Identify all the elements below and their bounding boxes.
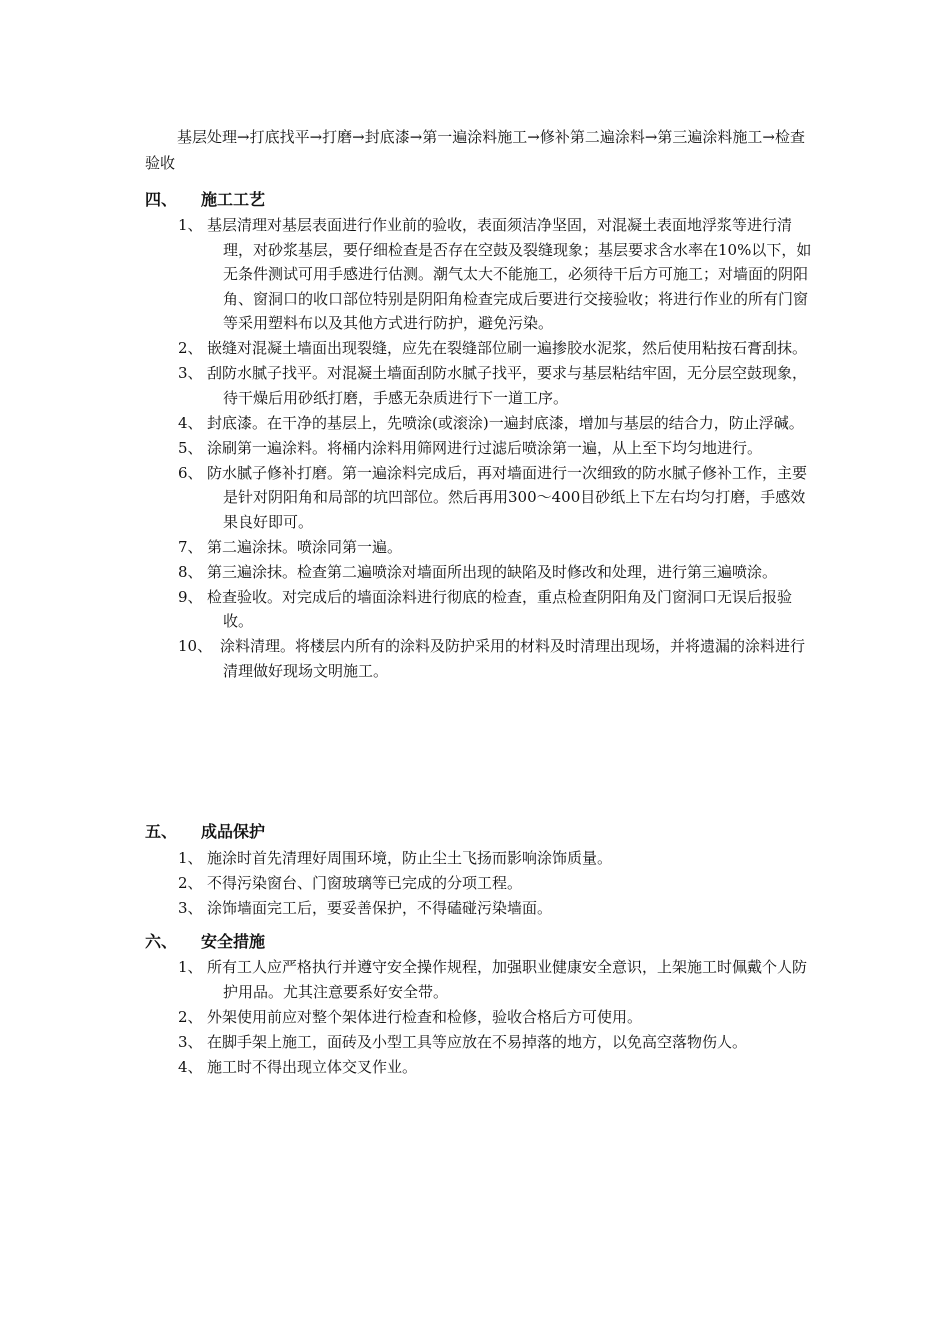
item-text: 在脚手架上施工，面砖及小型工具等应放在不易掉落的地方，以免高空落物伤人。 — [207, 1032, 748, 1051]
item-text: 基层清理对基层表面进行作业前的验收，表面须洁净坚固，对混凝土表面地浮浆等进行清理，对砂浆基层，要仔细检查是否存在空鼓及裂缝现象；基层要求含水率在10%以下，如无条件测试可用手感进行估测。潮气太大不能施工，必须待干后方可施工；对墙面的阴阳角、窗洞口的收口部位特别是阴阳角检查完成后要进行交接验收；将进行作业的所有门窗等采用塑料布以及其他方式进行防护，避免污染。 — [207, 216, 812, 332]
item-number: 5、 — [178, 438, 203, 457]
item-text: 封底漆。在干净的基层上，先喷涂(或滚涂)一遍封底漆，增加与基层的结合力，防止浮碱。 — [207, 413, 804, 432]
list-item — [178, 846, 818, 871]
list-item — [178, 560, 818, 585]
list-item — [178, 1030, 818, 1055]
list-item — [178, 361, 818, 410]
item-number: 3、 — [178, 899, 203, 917]
list-item — [178, 955, 818, 1004]
construction-steps-list — [178, 213, 818, 684]
item-number: 4、 — [178, 413, 203, 432]
item-text: 嵌缝对混凝土墙面出现裂缝，应先在裂缝部位刷一遍掺胶水泥浆，然后使用粘按石膏刮抹。 — [207, 339, 808, 357]
list-item — [178, 461, 818, 535]
item-number: 1、 — [178, 958, 203, 976]
section-number: 五、 — [145, 822, 178, 841]
item-number: 10、 — [178, 637, 213, 655]
item-number: 4、 — [178, 1057, 203, 1076]
item-number: 1、 — [178, 849, 203, 867]
item-text: 不得污染窗台、门窗玻璃等已完成的分项工程。 — [207, 874, 523, 892]
item-number: 7、 — [178, 537, 203, 556]
item-text: 施涂时首先清理好周围环境，防止尘土飞扬而影响涂饰质量。 — [207, 849, 613, 867]
item-number: 2、 — [178, 1007, 203, 1026]
item-text: 所有工人应严格执行并遵守安全操作规程，加强职业健康安全意识，上架施工时佩戴个人防护用品。尤其注意要系好安全带。 — [207, 958, 808, 1001]
item-text: 第三遍涂抹。检查第二遍喷涂对墙面所出现的缺陷及时修改和处理，进行第三遍喷涂。 — [207, 562, 778, 581]
section-heading-protection — [145, 819, 265, 845]
section-number: 四、 — [145, 190, 178, 209]
process-flow-paragraph: 基层处理→打底找平→打磨→封底漆→第一遍涂料施工→修补第二遍涂料→第三遍涂料施工→检查验收 — [145, 128, 805, 172]
list-item — [178, 871, 818, 896]
list-item — [178, 585, 818, 634]
item-number: 3、 — [178, 1032, 203, 1051]
section-title: 安全措施 — [201, 932, 266, 951]
item-number: 2、 — [178, 874, 203, 892]
list-item — [178, 1005, 818, 1030]
item-text: 第二遍涂抹。喷涂同第一遍。 — [207, 537, 403, 556]
item-text: 外架使用前应对整个架体进行检查和检修，验收合格后方可使用。 — [207, 1007, 643, 1026]
item-text: 涂刷第一遍涂料。将桶内涂料用筛网进行过滤后喷涂第一遍，从上至下均匀地进行。 — [207, 438, 763, 457]
item-text: 施工时不得出现立体交叉作业。 — [207, 1057, 418, 1076]
item-number: 2、 — [178, 339, 203, 357]
item-text: 涂饰墙面完工后，要妥善保护，不得磕碰污染墙面。 — [207, 899, 553, 917]
section-heading-safety — [145, 929, 265, 955]
list-item — [178, 535, 818, 560]
safety-list — [178, 955, 818, 1080]
item-number: 8、 — [178, 562, 203, 581]
item-text: 防水腻子修补打磨。第一遍涂料完成后，再对墙面进行一次细致的防水腻子修补工作，主要是针对阴阳角和局部的坑凹部位。然后再用300～400目砂纸上下左右均匀打磨，手感效果良好即可。 — [207, 463, 808, 531]
list-item — [178, 336, 818, 361]
item-text: 涂料清理。将楼层内所有的涂料及防护采用的材料及时清理出现场，并将遗漏的涂料进行清理做好现场文明施工。 — [220, 637, 806, 680]
protection-list — [178, 846, 818, 921]
section-number: 六、 — [145, 932, 178, 951]
list-item — [178, 896, 818, 921]
item-number: 1、 — [178, 216, 203, 234]
section-heading-construction — [145, 187, 265, 213]
item-number: 6、 — [178, 463, 203, 482]
section-title: 成品保护 — [201, 822, 266, 841]
item-text: 检查验收。对完成后的墙面涂料进行彻底的检查，重点检查阴阳角及门窗洞口无误后报验收。 — [207, 587, 793, 630]
section-title: 施工工艺 — [201, 190, 266, 209]
list-item — [178, 1055, 818, 1080]
item-text: 刮防水腻子找平。对混凝土墙面刮防水腻子找平，要求与基层粘结牢固，无分层空鼓现象，待干燥后用砂纸打磨，手感无杂质进行下一道工序。 — [207, 364, 808, 407]
item-number: 9、 — [178, 587, 203, 606]
item-number: 3、 — [178, 364, 203, 382]
list-item — [178, 411, 818, 436]
list-item — [178, 436, 818, 461]
list-item — [178, 634, 818, 683]
list-item — [178, 213, 818, 336]
